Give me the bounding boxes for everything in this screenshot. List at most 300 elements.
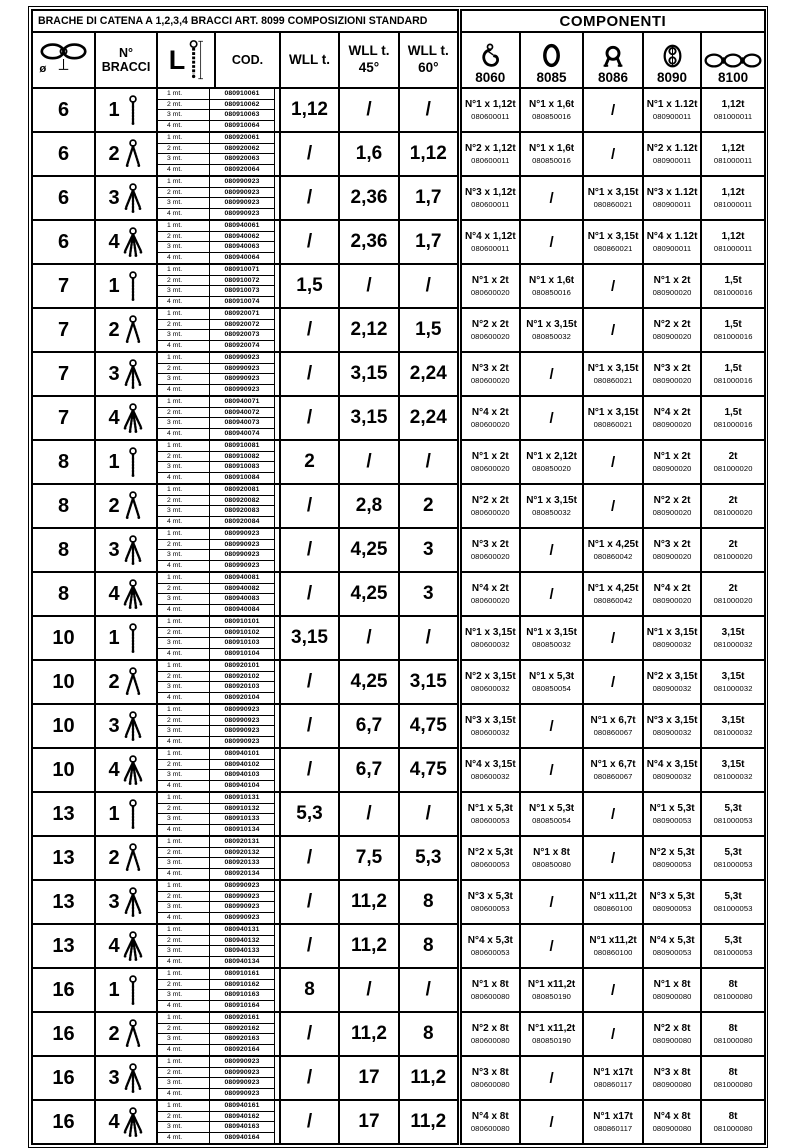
component-quantity: N°2 x 5,3t [467, 846, 513, 858]
component-quantity: N°2 x 3,15t [464, 670, 516, 682]
table-row [32, 616, 765, 660]
length-code-cell [157, 1056, 280, 1100]
wll-value: / [280, 220, 339, 264]
component-8090-cell [643, 572, 701, 616]
component-8100-cell [701, 572, 765, 616]
article-code: 080910131 [210, 793, 275, 804]
col-header-8085 [520, 32, 583, 88]
component-quantity: N°1 x 3,15t [587, 230, 639, 242]
component-code: 080600080 [470, 1079, 510, 1089]
component-quantity: 8t [728, 1022, 738, 1034]
component-8090-cell [643, 132, 701, 176]
article-code: 080910133 [210, 814, 275, 825]
component-8100-cell [701, 176, 765, 220]
length-label: 1 mt. [158, 1101, 210, 1112]
length-label: 3 mt. [158, 946, 210, 957]
bracci-count: 2 [108, 670, 120, 693]
length-label: 3 mt. [158, 330, 210, 341]
table-row [32, 220, 765, 264]
component-8100-cell [701, 1012, 765, 1056]
wll-value: / [280, 924, 339, 968]
no-component-slash: / [549, 1113, 554, 1131]
sling-3-leg-icon [122, 535, 144, 566]
bracci-cell [95, 264, 157, 308]
component-code: 080600053 [470, 859, 510, 869]
component-8060-cell [459, 748, 520, 792]
wll-value: / [280, 1012, 339, 1056]
spacer [275, 221, 279, 232]
component-code: 081000011 [713, 111, 753, 121]
component-8085-cell [520, 396, 583, 440]
component-code: 080900011 [652, 199, 692, 209]
length-label: 2 mt. [158, 672, 210, 683]
sling-1-leg-icon [122, 271, 144, 302]
spacer [275, 309, 279, 320]
bracci-header-line2: BRACCI [101, 60, 151, 74]
length-label: 3 mt. [158, 462, 210, 473]
article-code: 080990923 [210, 726, 275, 737]
length-label: 1 mt. [158, 529, 210, 540]
component-code: 080600053 [470, 815, 510, 825]
component-quantity: 8t [728, 1066, 738, 1078]
no-component-slash: / [549, 189, 554, 207]
article-code: 080910064 [210, 121, 275, 132]
bracci-cell [95, 572, 157, 616]
diameter-value: 10 [32, 704, 95, 748]
wll60-value: 2 [399, 484, 459, 528]
bracci-header-line1: N° [118, 45, 134, 60]
diameter-value: 16 [32, 1100, 95, 1144]
bracci-count: 3 [108, 538, 120, 561]
article-code: 080990923 [210, 374, 275, 385]
component-8060-cell [459, 176, 520, 220]
chain-sling-spec-table [31, 9, 766, 1145]
bracci-count: 2 [108, 142, 120, 165]
component-8090-cell [643, 836, 701, 880]
component-8085-cell [520, 220, 583, 264]
spacer [275, 705, 279, 716]
bracci-cell [95, 968, 157, 1012]
component-quantity: N°3 x 8t [653, 1066, 691, 1078]
component-code: 080600020 [470, 375, 510, 385]
chain-links-icon [37, 41, 91, 75]
component-code: 080900080 [652, 991, 692, 1001]
component-8090-cell [643, 352, 701, 396]
table-row [32, 396, 765, 440]
component-quantity: N°1 x 8t [533, 846, 570, 858]
length-label: 4 mt. [158, 693, 210, 704]
component-8060-cell [459, 660, 520, 704]
component-code: 080900080 [652, 1079, 692, 1089]
length-label: 1 mt. [158, 309, 210, 320]
no-component-slash: / [549, 541, 554, 559]
spacer [275, 1133, 279, 1144]
component-quantity: N°4 x 2t [471, 406, 509, 418]
spacer [275, 496, 279, 507]
bracci-count: 3 [108, 890, 120, 913]
wll45-value: / [339, 264, 399, 308]
length-label: 3 mt. [158, 638, 210, 649]
wll-value: / [280, 176, 339, 220]
bracci-cell [95, 396, 157, 440]
length-code-cell [157, 88, 280, 132]
component-quantity: N°2 x 8t [471, 1022, 509, 1034]
component-quantity: N°1 x 4,25t [587, 538, 639, 550]
component-code: 081000020 [713, 595, 753, 605]
wll45-value: 2,36 [339, 176, 399, 220]
diameter-value: 8 [32, 528, 95, 572]
component-8100-cell [701, 396, 765, 440]
component-code: 080900032 [652, 771, 692, 781]
spacer [275, 1034, 279, 1045]
component-code: 081000016 [713, 375, 753, 385]
wll45-value: 11,2 [339, 1012, 399, 1056]
bracci-cell [95, 1056, 157, 1100]
length-label: 2 mt. [158, 1112, 210, 1123]
component-8086-cell [583, 968, 643, 1012]
sling-4-leg-icon [122, 755, 144, 786]
component-quantity: N°2 x 2t [653, 494, 691, 506]
diameter-value: 6 [32, 132, 95, 176]
component-code: 080860100 [593, 903, 633, 913]
component-8086-cell [583, 836, 643, 880]
length-label: 4 mt. [158, 121, 210, 132]
diameter-value: 16 [32, 1056, 95, 1100]
component-code: 080600080 [470, 1035, 510, 1045]
component-8060-cell [459, 1056, 520, 1100]
component-code: 080900020 [652, 419, 692, 429]
component-8086-cell [583, 132, 643, 176]
spacer [275, 1078, 279, 1089]
article-code: 080910163 [210, 990, 275, 1001]
wll45-value: 6,7 [339, 704, 399, 748]
spacer [275, 144, 279, 155]
diameter-value: 6 [32, 176, 95, 220]
col-header-bracci [95, 32, 157, 88]
component-code: 080850032 [532, 639, 572, 649]
component-quantity: N°3 x 1,12t [464, 186, 516, 198]
length-label: 2 mt. [158, 276, 210, 287]
length-label: 3 mt. [158, 198, 210, 209]
article-code: 080940073 [210, 418, 275, 429]
component-quantity: N°1 x 5,3t [649, 802, 695, 814]
component-8060-cell [459, 396, 520, 440]
component-quantity: 1,5t [724, 274, 742, 286]
sling-4-leg-icon [122, 579, 144, 610]
length-label: 4 mt. [158, 781, 210, 792]
component-8086-cell [583, 220, 643, 264]
component-8060-cell [459, 352, 520, 396]
length-label: 2 mt. [158, 1068, 210, 1079]
article-code: 080910161 [210, 969, 275, 980]
component-8085-cell [520, 264, 583, 308]
component-8060-cell [459, 836, 520, 880]
wll45-value: 11,2 [339, 880, 399, 924]
component-8085-cell [520, 880, 583, 924]
length-label: 4 mt. [158, 297, 210, 308]
bracci-cell [95, 660, 157, 704]
spacer [275, 869, 279, 880]
length-label: 4 mt. [158, 429, 210, 440]
length-label: 2 mt. [158, 100, 210, 111]
component-quantity: N°1 x 2t [653, 274, 691, 286]
component-code: 080900011 [652, 243, 692, 253]
component-8060-cell [459, 704, 520, 748]
wll45-value: 4,25 [339, 572, 399, 616]
component-quantity: 1,12t [721, 98, 745, 110]
article-code: 080940134 [210, 957, 275, 968]
component-quantity: N°3 x 8t [471, 1066, 509, 1078]
spacer [275, 737, 279, 748]
article-code: 080940103 [210, 770, 275, 781]
component-quantity: N°1 x 1,12t [464, 98, 516, 110]
component-8085-cell [520, 132, 583, 176]
bracci-cell [95, 924, 157, 968]
length-label: 1 mt. [158, 265, 210, 276]
component-code: 081000011 [713, 155, 753, 165]
component-quantity: N°1 x17t [593, 1110, 633, 1122]
diameter-value: 8 [32, 484, 95, 528]
component-8060-cell [459, 264, 520, 308]
component-8086-cell [583, 880, 643, 924]
article-code: 080910062 [210, 100, 275, 111]
bracci-cell [95, 440, 157, 484]
bracci-cell [95, 1100, 157, 1144]
no-component-slash: / [549, 1069, 554, 1087]
wll60-value: 2,24 [399, 352, 459, 396]
article-code: 080920102 [210, 672, 275, 683]
component-code: 080860042 [593, 595, 633, 605]
bracci-count: 3 [108, 1066, 120, 1089]
component-8100-cell [701, 1056, 765, 1100]
wll-value: 5,3 [280, 792, 339, 836]
sling-1-leg-icon [122, 623, 144, 654]
component-8100-cell [701, 924, 765, 968]
length-code-cell [157, 352, 280, 396]
length-label: 2 mt. [158, 804, 210, 815]
length-code-cell [157, 528, 280, 572]
article-code: 080910071 [210, 265, 275, 276]
no-component-slash: / [610, 849, 616, 867]
wll45-header-line1: WLL t. [348, 43, 390, 59]
component-code: 080900032 [652, 639, 692, 649]
bracci-count: 2 [108, 494, 120, 517]
componenti-heading: COMPONENTI [459, 10, 765, 32]
spacer [275, 462, 279, 473]
wll-value: / [280, 836, 339, 880]
component-8100-cell [701, 264, 765, 308]
component-quantity: N°1 x17t [593, 1066, 633, 1078]
article-code: 080940101 [210, 749, 275, 760]
component-code: 080900020 [652, 287, 692, 297]
component-code: 080900032 [652, 727, 692, 737]
component-8086-cell [583, 264, 643, 308]
col-header-wll: WLL t. [280, 32, 339, 88]
diameter-value: 10 [32, 748, 95, 792]
component-8086-cell [583, 1100, 643, 1144]
table-body [32, 88, 765, 1144]
no-component-slash: / [610, 101, 616, 119]
no-component-slash: / [549, 761, 554, 779]
sling-3-leg-icon [122, 359, 144, 390]
bracci-count: 1 [108, 98, 120, 121]
component-8085-cell [520, 440, 583, 484]
article-code: 080920164 [210, 1045, 275, 1056]
length-code-cell [157, 660, 280, 704]
component-8086-cell [583, 616, 643, 660]
component-8086-cell [583, 308, 643, 352]
bracci-count: 2 [108, 1022, 120, 1045]
length-label: 4 mt. [158, 957, 210, 968]
article-code: 080920134 [210, 869, 275, 880]
bracci-cell [95, 352, 157, 396]
spacer [275, 837, 279, 848]
length-label: 2 mt. [158, 760, 210, 771]
wll-value: / [280, 704, 339, 748]
article-code: 080940074 [210, 429, 275, 440]
no-component-slash: / [610, 277, 616, 295]
no-component-slash: / [549, 365, 554, 383]
component-8085-cell [520, 88, 583, 132]
sling-3-leg-icon [122, 1063, 144, 1094]
component-quantity: N°1 x 8t [471, 978, 509, 990]
no-component-slash: / [610, 673, 616, 691]
spacer [275, 550, 279, 561]
diameter-value: 16 [32, 968, 95, 1012]
wll45-value: / [339, 792, 399, 836]
component-code-label: 8085 [536, 69, 567, 85]
spacer [275, 638, 279, 649]
spacer [275, 760, 279, 771]
component-code: 081000020 [713, 507, 753, 517]
spacer [275, 892, 279, 903]
component-8085-cell [520, 1100, 583, 1144]
col-header-wll45 [339, 32, 399, 88]
length-label: 3 mt. [158, 902, 210, 913]
length-label: 2 mt. [158, 628, 210, 639]
component-quantity: N°1 x 2t [471, 450, 509, 462]
component-quantity: N°2 x 2t [471, 318, 509, 330]
length-code-cell [157, 1012, 280, 1056]
component-quantity: N°1 x 1.12t [646, 98, 698, 110]
spacer [275, 276, 279, 287]
component-quantity: 8t [728, 1110, 738, 1122]
article-code: 080920064 [210, 165, 275, 176]
component-code: 080900053 [652, 947, 692, 957]
table-row [32, 1012, 765, 1056]
component-quantity: 2t [728, 582, 738, 594]
bracci-cell [95, 528, 157, 572]
length-label: 2 mt. [158, 452, 210, 463]
component-code: 080600080 [470, 991, 510, 1001]
article-code: 080990923 [210, 177, 275, 188]
bracci-cell [95, 176, 157, 220]
component-code: 080850020 [532, 463, 572, 473]
bracci-count: 4 [108, 758, 120, 781]
component-8086-cell [583, 1012, 643, 1056]
component-8100-cell [701, 616, 765, 660]
wll45-value: 4,25 [339, 528, 399, 572]
component-quantity: N°1 x 5,3t [528, 802, 575, 814]
component-quantity: N°1 x 2t [471, 274, 509, 286]
component-quantity: N°3 x 5,3t [649, 890, 695, 902]
component-quantity: N°1 x 3,15t [526, 626, 577, 638]
wll60-value: / [399, 88, 459, 132]
spacer [275, 188, 279, 199]
diameter-value: 13 [32, 836, 95, 880]
component-quantity: N°2 x 2t [471, 494, 509, 506]
col-header-length [157, 32, 215, 88]
spacer [275, 242, 279, 253]
component-code-label: 8060 [475, 69, 506, 85]
wll-value: / [280, 308, 339, 352]
table-row [32, 748, 765, 792]
article-code: 080990923 [210, 550, 275, 561]
component-8100-cell [701, 748, 765, 792]
article-code: 080940061 [210, 221, 275, 232]
article-code: 080910063 [210, 110, 275, 121]
article-code: 080910162 [210, 980, 275, 991]
length-label: 4 mt. [158, 869, 210, 880]
component-8060-cell [459, 1100, 520, 1144]
component-code: 080600020 [470, 507, 510, 517]
spacer [275, 793, 279, 804]
component-code: 081000032 [713, 727, 753, 737]
component-code: 080900020 [652, 331, 692, 341]
spacer [275, 1013, 279, 1024]
sling-2-leg-icon [122, 315, 144, 346]
spacer [275, 265, 279, 276]
wll-value: 3,15 [280, 616, 339, 660]
article-code: 080910103 [210, 638, 275, 649]
component-code: 080860021 [593, 419, 633, 429]
article-code: 080920101 [210, 661, 275, 672]
spacer [275, 198, 279, 209]
col-header-8090 [643, 32, 701, 88]
component-8100-cell [701, 440, 765, 484]
bracci-cell [95, 836, 157, 880]
table-row [32, 572, 765, 616]
article-code: 080910132 [210, 804, 275, 815]
spacer [275, 330, 279, 341]
length-label: 4 mt. [158, 165, 210, 176]
component-code: 080850080 [532, 859, 572, 869]
spacer [275, 561, 279, 572]
wll-value: 8 [280, 968, 339, 1012]
component-8090-cell [643, 968, 701, 1012]
bracci-cell [95, 308, 157, 352]
component-code: 080600011 [471, 199, 510, 209]
component-8085-cell [520, 660, 583, 704]
length-label: 1 mt. [158, 969, 210, 980]
wll60-value: 3 [399, 572, 459, 616]
component-code: 081000080 [713, 1079, 753, 1089]
component-8090-cell [643, 880, 701, 924]
wll45-value: 3,15 [339, 396, 399, 440]
table-row [32, 440, 765, 484]
component-8085-cell [520, 1012, 583, 1056]
spacer [275, 1057, 279, 1068]
component-code: 080900080 [652, 1123, 692, 1133]
wll45-value: / [339, 616, 399, 660]
wll-value: / [280, 484, 339, 528]
length-label: 3 mt. [158, 1122, 210, 1133]
length-label: 2 mt. [158, 584, 210, 595]
article-code: 080920083 [210, 506, 275, 517]
component-quantity: 5,3t [724, 890, 742, 902]
diameter-value: 6 [32, 88, 95, 132]
oval-link-icon [540, 41, 563, 70]
